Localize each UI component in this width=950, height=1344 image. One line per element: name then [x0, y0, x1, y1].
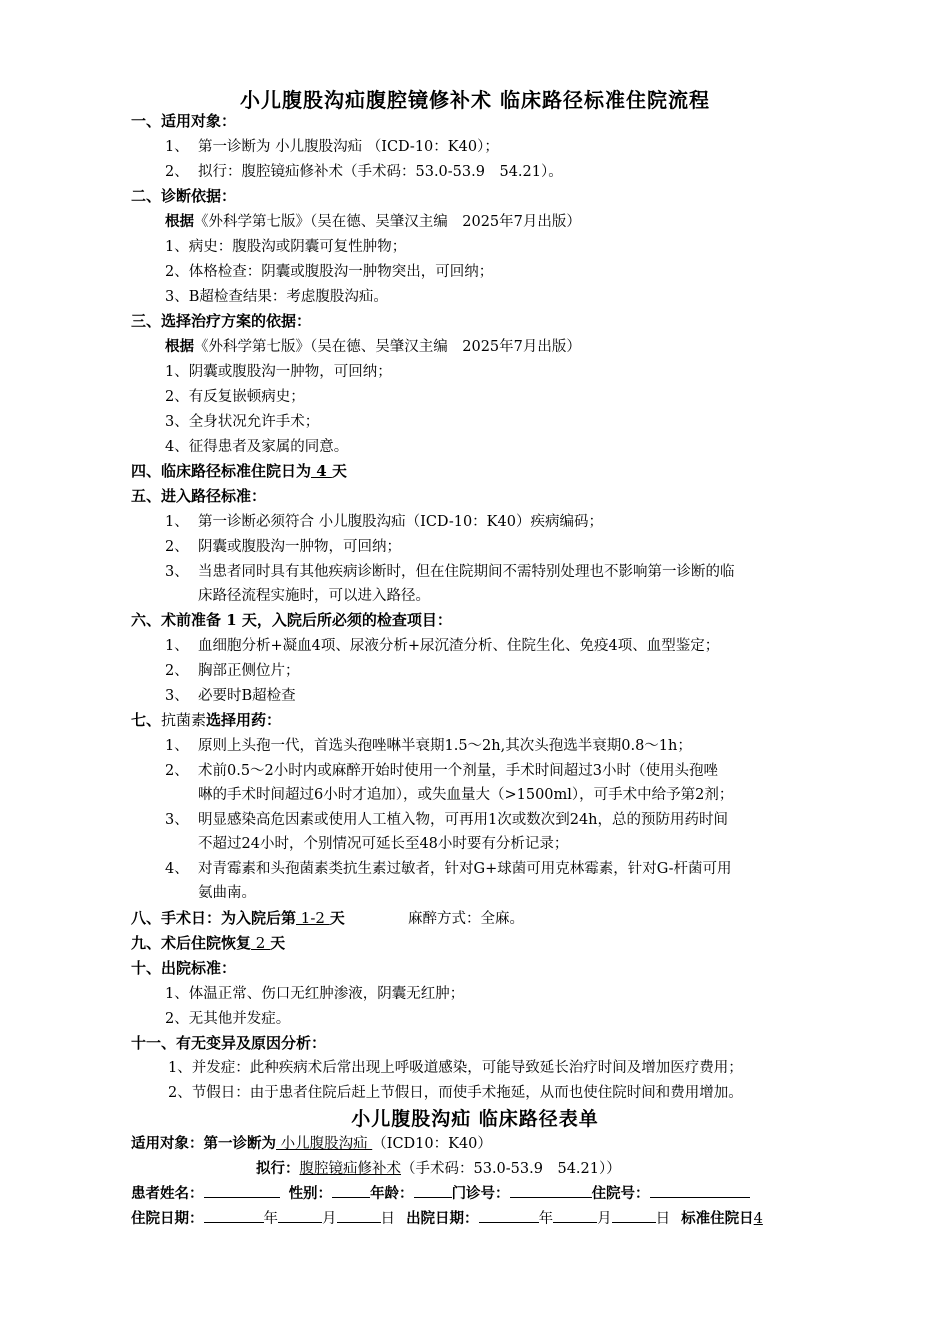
s1-item-2-text: 拟行：腹腔镜疝修补术（手术码：53.0-53.9 54.21）。	[198, 164, 563, 180]
section-8-heading	[131, 907, 345, 928]
s8-label: 八、手术日：为入院后第	[131, 909, 297, 927]
section-9-heading	[131, 932, 285, 953]
s6-item-3-text: 必要时B超检查	[198, 688, 296, 704]
s7-item-3-text-2: 不超过24小时，个别情况可延长至48小时要有分析记录；	[198, 836, 569, 852]
s7-item-4-text-2: 氨曲南。	[198, 885, 256, 901]
s3-basis	[165, 335, 581, 356]
discharge-day-field[interactable]	[612, 1208, 656, 1223]
s3-basis-text: 《外科学第七版》（吴在德、吴肇汉主编 2025年7月出版）	[194, 339, 581, 355]
s5-item-2-text: 阴囊或腹股沟一肿物，可回纳；	[198, 539, 401, 555]
s8-days: 1-2	[296, 909, 330, 927]
s8-anesthesia: 麻醉方式：全麻。	[408, 911, 524, 927]
form-target-label: 适用对象：第一诊断为	[131, 1135, 276, 1152]
s7-item-2-text-1: 术前0.5～2小时内或麻醉开始时使用一个剂量，手术时间超过3小时（使用头孢唑	[198, 763, 719, 779]
patient-name-field[interactable]	[204, 1183, 280, 1198]
s5-item-1-num: 1、	[165, 514, 189, 530]
s4-days: 4	[311, 462, 332, 480]
form-proc-value: 腹腔镜疝修补术	[299, 1161, 401, 1177]
s4-label: 四、临床路径标准住院日为	[131, 462, 312, 480]
s9-label: 九、术后住院恢复	[131, 934, 252, 952]
form-target-code: （ICD10：K40）	[372, 1136, 492, 1152]
s7-item-3-text-1: 明显感染高危因素或使用人工植入物，可再用1次或数次到24h，总的预防用药时间	[198, 812, 729, 828]
s5-item-3-text-1: 当患者同时具有其他疾病诊断时，但在住院期间不需特别处理也不影响第一诊断的临	[198, 564, 735, 580]
age-label: 年龄：	[370, 1185, 414, 1202]
s2-basis-text: 《外科学第七版》（吴在德、吴肇汉主编 2025年7月出版）	[194, 214, 581, 230]
sex-label: 性别：	[288, 1185, 333, 1202]
admit-day-field[interactable]	[337, 1208, 381, 1223]
discharge-year-unit: 年	[538, 1211, 554, 1227]
s2-line-3: 3、B超检查结果：考虑腹股沟疝。	[165, 289, 388, 305]
s3-line-4: 4、征得患者及家属的同意。	[165, 439, 349, 455]
s5-item-3-num: 3、	[165, 564, 189, 580]
s11-line-2: 2、节假日：由于患者住院后赶上节假日，而使手术拖延，从而也使住院时间和费用增加。	[168, 1085, 743, 1101]
discharge-month-field[interactable]	[553, 1208, 597, 1223]
section-7-heading	[131, 709, 281, 730]
s5-item-3-text-2: 床路径流程实施时，可以进入路径。	[198, 588, 430, 604]
clinic-number-label: 门诊号：	[451, 1185, 510, 1202]
s6-item-1-num: 1、	[165, 638, 189, 654]
s2-line-1: 1、病史：腹股沟或阴囊可复性肿物；	[165, 239, 407, 255]
section-11-heading: 十一、有无变异及原因分析：	[131, 1034, 327, 1052]
age-field[interactable]	[414, 1183, 452, 1198]
s6-item-3-num: 3、	[165, 688, 189, 704]
form-patient-row	[131, 1182, 750, 1203]
form-target-row	[131, 1132, 492, 1153]
s7-head-num: 七、	[131, 711, 162, 729]
form-procedure-row	[256, 1157, 621, 1178]
inpatient-number-label: 住院号：	[591, 1185, 650, 1202]
s3-line-2: 2、有反复嵌顿病史；	[165, 389, 305, 405]
sex-field[interactable]	[332, 1183, 370, 1198]
s2-line-2: 2、体格检查：阴囊或腹股沟一肿物突出，可回纳；	[165, 264, 494, 280]
admit-year-field[interactable]	[204, 1208, 264, 1223]
admit-date-label: 住院日期：	[131, 1210, 204, 1227]
s7-item-1-text: 原则上头孢一代，首选头孢唑啉半衰期1.5～2h,其次头孢选半衰期0.8～1h；	[198, 738, 692, 754]
patient-name-label: 患者姓名：	[131, 1185, 204, 1202]
discharge-year-field[interactable]	[479, 1208, 539, 1223]
form-title: 小儿腹股沟疝 临床路径表单	[351, 1108, 599, 1130]
s7-item-4-text-1: 对青霉素和头孢菌素类抗生素过敏者，针对G+球菌可用克林霉素，针对G-杆菌可用	[198, 861, 732, 877]
s1-item-1-text: 第一诊断为 小儿腹股沟疝 （ICD-10：K40）；	[198, 139, 499, 155]
s7-item-2-text-2: 啉的手术时间超过6小时才追加），或失血量大（>1500ml），可手术中给予第2剂；	[198, 787, 734, 803]
s1-item-1-num: 1、	[165, 139, 189, 155]
s7-item-2-num: 2、	[165, 763, 189, 779]
s7-item-4-num: 4、	[165, 861, 189, 877]
inpatient-number-field[interactable]	[650, 1183, 750, 1198]
admit-month-field[interactable]	[278, 1208, 322, 1223]
s1-item-2-num: 2、	[165, 164, 189, 180]
discharge-date-label: 出院日期：	[406, 1210, 479, 1227]
form-target-value: 小儿腹股沟疝	[276, 1136, 373, 1152]
s9-days: 2	[251, 934, 271, 952]
s5-item-2-num: 2、	[165, 539, 189, 555]
admit-day-unit: 日	[380, 1211, 395, 1227]
discharge-day-unit: 日	[655, 1211, 671, 1227]
document-title: 小儿腹股沟疝腹腔镜修补术 临床路径标准住院流程	[240, 88, 710, 112]
standard-stay-label: 标准住院日	[681, 1210, 754, 1227]
s7-item-3-num: 3、	[165, 812, 189, 828]
section-2-heading: 二、诊断依据：	[131, 187, 237, 205]
s3-line-3: 3、全身状况允许手术；	[165, 414, 320, 430]
form-dates-row	[131, 1207, 763, 1228]
s4-unit: 天	[331, 462, 347, 480]
standard-stay-value: 4	[753, 1211, 763, 1227]
section-5-heading: 五、进入路径标准：	[131, 487, 267, 505]
section-10-heading: 十、出院标准：	[131, 959, 237, 977]
clinic-number-field[interactable]	[510, 1183, 592, 1198]
s3-line-1: 1、阴囊或腹股沟一肿物，可回纳；	[165, 364, 392, 380]
s6-item-1-text: 血细胞分析+凝血4项、尿液分析+尿沉渣分析、住院生化、免疫4项、血型鉴定；	[198, 638, 720, 654]
s7-head-mid: 抗菌素	[161, 711, 207, 729]
s8-unit: 天	[329, 909, 345, 927]
section-3-heading: 三、选择治疗方案的依据：	[131, 312, 312, 330]
section-4-heading	[131, 460, 347, 481]
section-1-heading: 一、适用对象：	[131, 112, 237, 130]
form-proc-label: 拟行：	[256, 1160, 300, 1177]
discharge-month-unit: 月	[597, 1211, 612, 1227]
s5-item-1-text: 第一诊断必须符合 小儿腹股沟疝（ICD-10：K40）疾病编码；	[198, 514, 603, 530]
s2-basis-label: 根据	[165, 213, 194, 230]
s10-line-1: 1、体温正常、伤口无红肿渗液，阴囊无红肿；	[165, 986, 465, 1002]
admit-year-unit: 年	[263, 1211, 278, 1227]
s2-basis	[165, 210, 581, 231]
s3-basis-label: 根据	[165, 338, 194, 355]
s10-line-2: 2、无其他并发症。	[165, 1011, 291, 1027]
s6-item-2-text: 胸部正侧位片；	[198, 663, 300, 679]
s9-unit: 天	[270, 934, 286, 952]
s7-head-end: 选择用药：	[206, 711, 282, 729]
s11-line-1: 1、并发症：此种疾病术后常出现上呼吸道感染，可能导致延长治疗时间及增加医疗费用；	[168, 1060, 743, 1076]
form-proc-code: （手术码：53.0-53.9 54.21））	[401, 1161, 621, 1177]
s6-item-2-num: 2、	[165, 663, 189, 679]
admit-month-unit: 月	[322, 1211, 337, 1227]
section-6-heading: 六、术前准备 1 天，入院后所必须的检查项目：	[131, 611, 452, 629]
s7-item-1-num: 1、	[165, 738, 189, 754]
